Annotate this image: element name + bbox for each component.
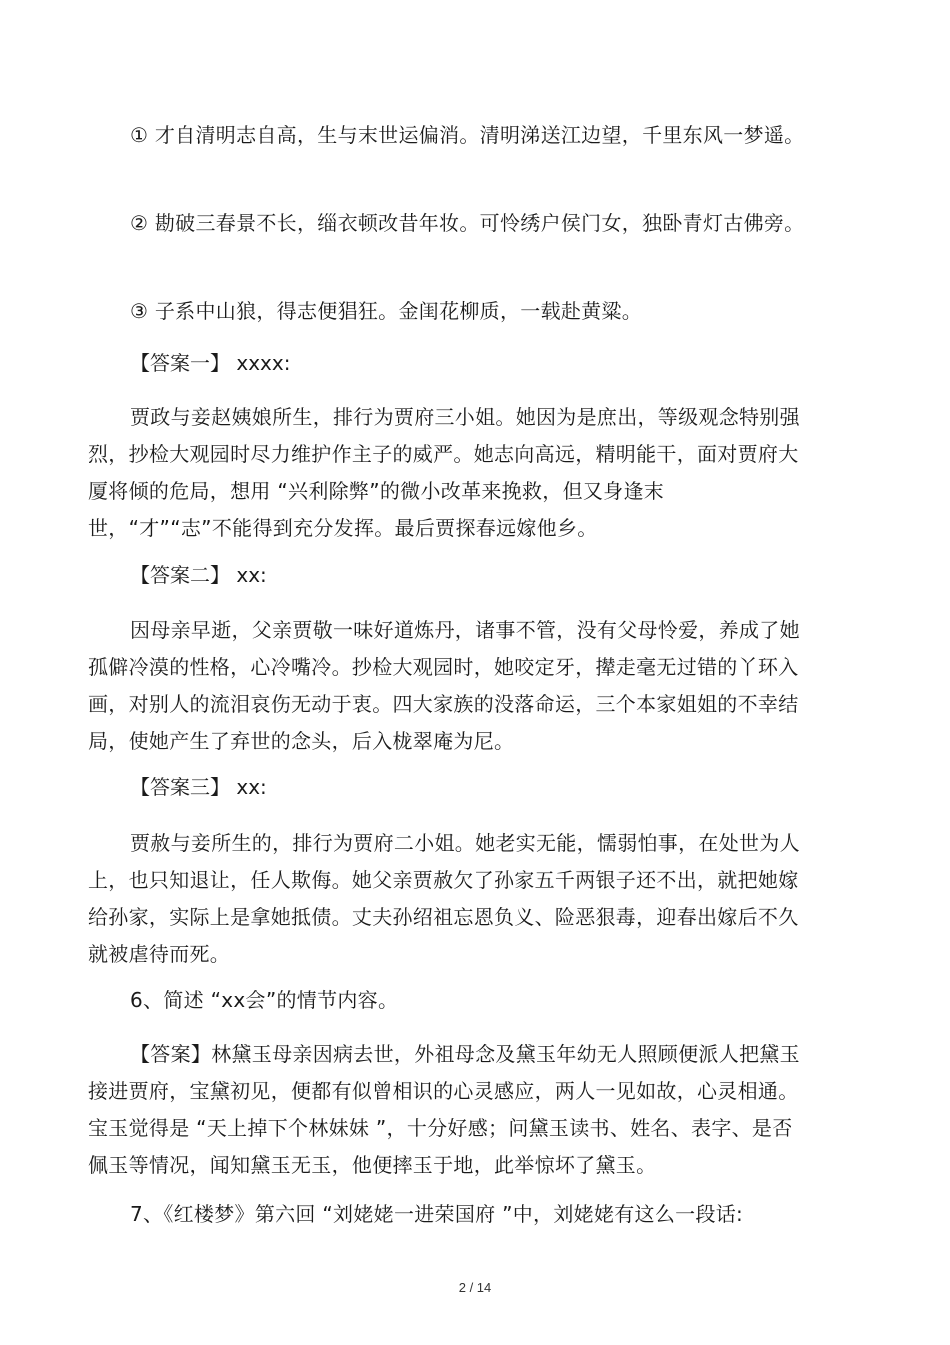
question-item-2: ② 勘破三春景不长，缁衣顿改昔年妆。可怜绣户侯门女，独卧青灯古佛旁。 <box>130 211 805 235</box>
question-7: 7、《红楼梦》第六回 “刘姥姥一进荣国府 ”中，刘姥姥有这么一段话: <box>130 1202 744 1226</box>
answer-3-label: 【答案三】 xx: <box>130 775 267 799</box>
answer-3-text: 贾赦与妾所生的，排行为贾府二小姐。她老实无能，懦弱怕事，在处世为人上，也只知退让，任人欺侮。她父亲贾赦欠了孙家五千两银子还不出，就把她嫁给孙家，实际上是拿她抵债。丈夫孙绍祖忘恩负义、险恶狠毒，迎春出嫁后不久就被虐待而死。 <box>88 831 800 966</box>
question-6: 6、简述 “xx会”的情节内容。 <box>130 988 399 1012</box>
answer-2-label: 【答案二】 xx: <box>130 563 267 587</box>
answer-1-text: 贾政与妾赵姨娘所生，排行为贾府三小姐。她因为是庶出，等级观念特别强烈，抄检大观园时尽力维护作主子的威严。她志向高远，精明能干，面对贾府大厦将倾的危局，想用 “兴利除弊”的微小改革来挽救，但又身逢末世，“才”“志”不能得到充分发挥。最后贾探春远嫁他乡。 <box>88 405 800 540</box>
question-item-3: ③ 子系中山狼，得志便猖狂。金闺花柳质，一载赴黄粱。 <box>130 299 643 323</box>
answer-1-label: 【答案一】 xxxx: <box>130 351 291 375</box>
answer-2-text: 因母亲早逝，父亲贾敬一味好道炼丹，诸事不管，没有父母怜爱，养成了她孤僻冷漠的性格，心冷嘴冷。抄检大观园时，她咬定牙，撵走毫无过错的丫环入画，对别人的流泪哀伤无动于衷。四大家族的没落命运，三个本家姐姐的不幸结局，使她产生了弃世的念头，后入栊翠庵为尼。 <box>88 618 800 753</box>
answer-6: 【答案】林黛玉母亲因病去世，外祖母念及黛玉年幼无人照顾便派人把黛玉接进贾府，宝黛初见，便都有似曾相识的心灵感应，两人一见如故，心灵相通。宝玉觉得是 “天上掉下个林妹妹 ”，十分好感；问黛玉读书、姓名、表字、是否佩玉等情况，闻知黛玉无玉，他便摔玉于地，此举惊坏了黛玉。 <box>88 1042 800 1177</box>
page-number: 2 / 14 <box>458 1280 492 1295</box>
question-item-1: ① 才自清明志自高，生与末世运偏消。清明涕送江边望，千里东风一梦遥。 <box>130 123 805 147</box>
